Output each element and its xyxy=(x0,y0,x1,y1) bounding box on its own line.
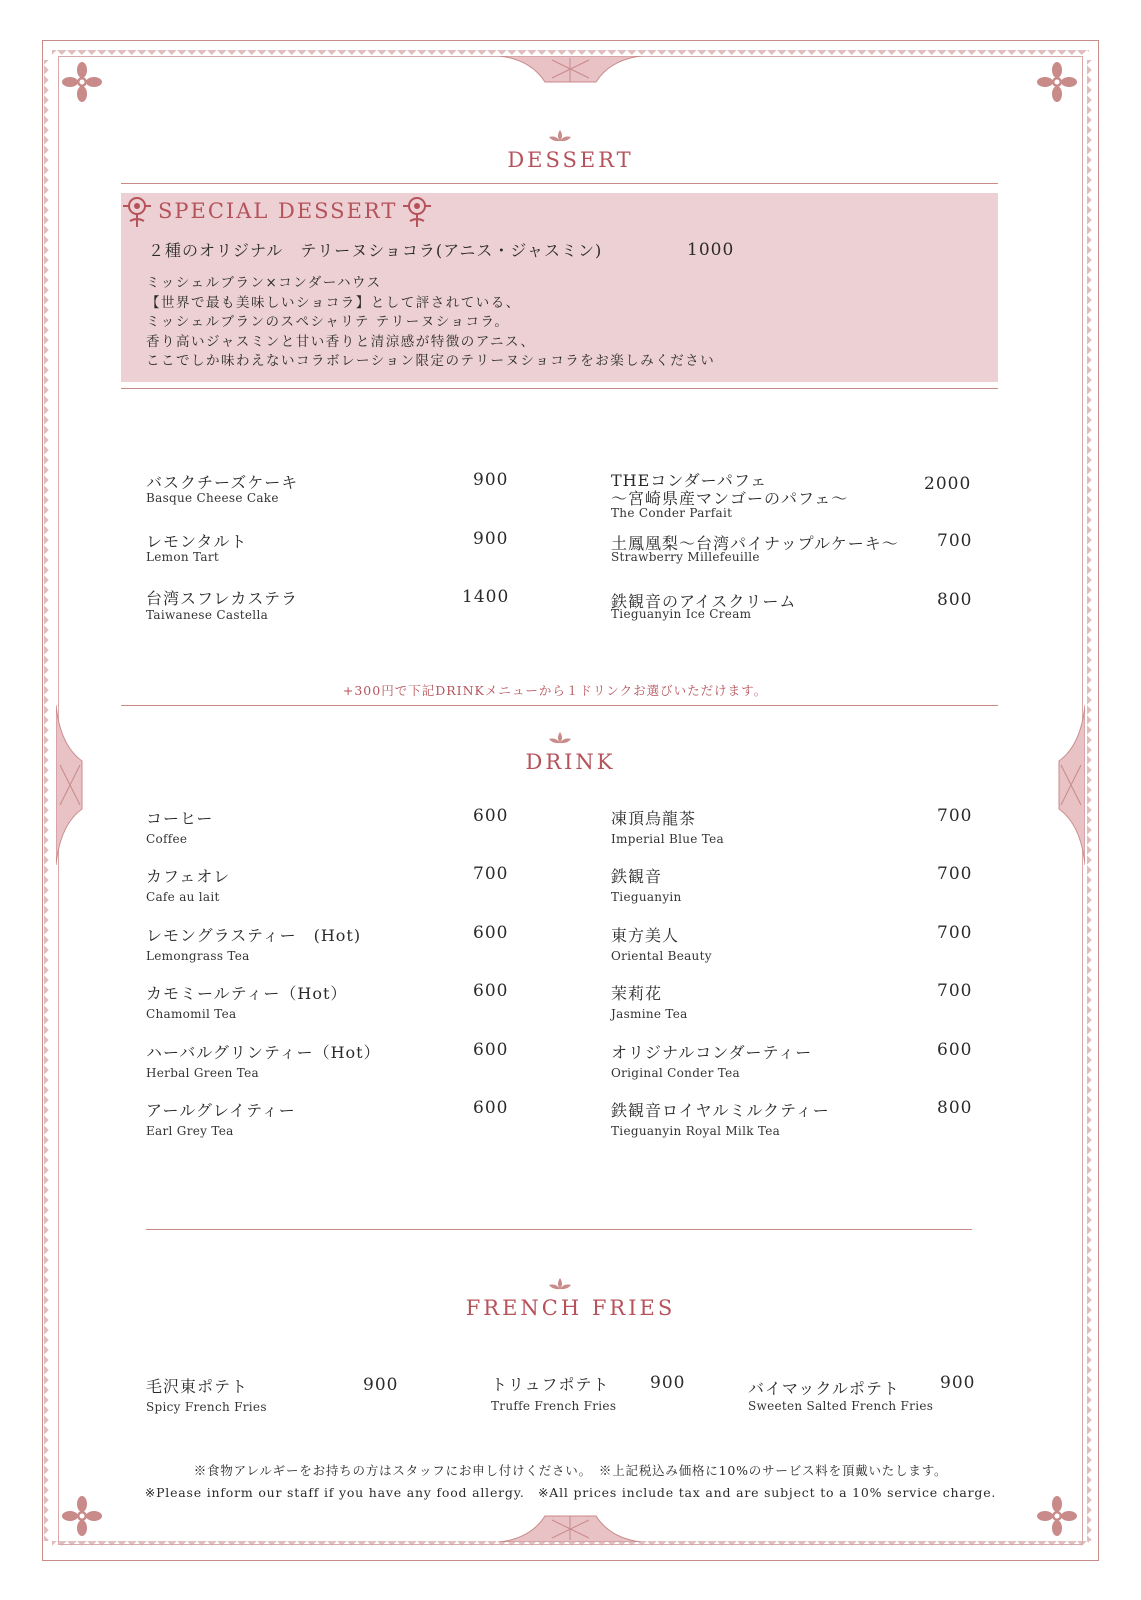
divider xyxy=(121,388,998,389)
footer-note-english: ※Please inform our staff if you have any food allergy. ※All prices include tax and are subject to a 10% service charge. xyxy=(144,1485,997,1500)
menu-item-english: The Conder Parfait xyxy=(611,506,733,520)
menu-item-english: Taiwanese Castella xyxy=(146,608,269,622)
lotus-ornament-icon xyxy=(546,731,574,745)
description-line: ミッシェルブランのスペシャリテ テリーヌショコラ。 xyxy=(146,314,510,330)
section-title-dessert: DESSERT xyxy=(507,148,634,172)
menu-item-price: 700 xyxy=(937,806,973,826)
menu-item-price: 2000 xyxy=(924,474,972,494)
description-line: 香り高いジャスミンと甘い香りと清涼感が特徴のアニス、 xyxy=(146,333,536,350)
menu-item-name: 鉄観音のアイスクリーム xyxy=(611,592,797,611)
menu-item-price: 900 xyxy=(650,1373,686,1393)
menu-item-english: Earl Grey Tea xyxy=(146,1124,234,1138)
menu-item-english: Imperial Blue Tea xyxy=(611,832,725,846)
menu-item-english: Truffe French Fries xyxy=(491,1399,617,1413)
menu-item-english: Tieguanyin Royal Milk Tea xyxy=(611,1124,781,1138)
menu-item-name: カフェオレ xyxy=(146,867,231,886)
menu-item-price: 900 xyxy=(940,1373,976,1393)
menu-item-price: 900 xyxy=(473,529,509,549)
divider xyxy=(121,183,998,184)
menu-item-english: Cafe au lait xyxy=(146,890,220,904)
menu-item-price: 700 xyxy=(937,864,973,884)
lotus-ornament-icon xyxy=(546,129,574,143)
menu-item-name: 毛沢東ポテト xyxy=(146,1377,249,1396)
menu-item-english: Oriental Beauty xyxy=(611,949,712,963)
menu-item-name: 鉄観音 xyxy=(611,867,663,886)
menu-item-price: 600 xyxy=(473,1040,509,1060)
menu-item-price: 600 xyxy=(937,1040,973,1060)
special-item-name: ２種のオリジナル テリーヌショコラ(アニス・ジャスミン) xyxy=(148,241,603,260)
menu-item-name: THEコンダーパフェ xyxy=(611,471,768,490)
menu-item-name: バスクチーズケーキ xyxy=(146,473,299,492)
section-title-french-fries: FRENCH FRIES xyxy=(465,1296,676,1320)
corner-flower-icon xyxy=(56,56,108,108)
menu-item-price: 700 xyxy=(937,981,973,1001)
menu-item-name: ハーバルグリンティー（Hot） xyxy=(146,1043,381,1062)
menu-item-english: Coffee xyxy=(146,832,188,846)
menu-item-price: 900 xyxy=(363,1375,399,1395)
menu-item-price: 700 xyxy=(473,864,509,884)
menu-item-price: 800 xyxy=(937,590,973,610)
menu-item-name: レモンタルト xyxy=(146,532,248,551)
menu-item-english: Tieguanyin Ice Cream xyxy=(611,607,752,621)
side-lattice-ornament-icon xyxy=(56,705,84,865)
menu-item-name: 東方美人 xyxy=(611,926,680,945)
lattice-ornament-icon xyxy=(500,56,641,84)
menu-item-name: 凍頂烏龍茶 xyxy=(611,809,697,828)
special-item-description xyxy=(146,274,715,372)
menu-item-english: Original Conder Tea xyxy=(611,1066,740,1080)
menu-item-price: 700 xyxy=(937,923,973,943)
special-item-price: 1000 xyxy=(687,240,735,260)
menu-item-english: Chamomil Tea xyxy=(146,1007,237,1021)
menu-item-price: 800 xyxy=(937,1098,973,1118)
divider xyxy=(121,705,998,706)
menu-item-english: Sweeten Salted French Fries xyxy=(748,1399,934,1413)
menu-item-name: 土鳳凰梨～台湾パイナップルケーキ～ xyxy=(611,534,899,553)
menu-item-name: 台湾スフレカステラ xyxy=(146,589,299,608)
corner-flower-icon xyxy=(1031,56,1083,108)
flower-ornament-icon xyxy=(120,193,154,229)
special-dessert-title: SPECIAL DESSERT xyxy=(158,199,398,223)
menu-item-english: Spicy French Fries xyxy=(146,1400,267,1414)
side-lattice-ornament-icon xyxy=(1057,705,1085,865)
flower-ornament-icon xyxy=(400,193,434,229)
menu-item-english: Tieguanyin xyxy=(611,890,682,904)
menu-item-name: 茉莉花 xyxy=(611,984,663,1003)
section-title-drink: DRINK xyxy=(525,750,616,774)
menu-item-english: Lemon Tart xyxy=(146,550,220,564)
menu-item-english: Strawberry Millefeuille xyxy=(611,550,760,564)
lotus-ornament-icon xyxy=(546,1277,574,1291)
menu-item-name: オリジナルコンダーティー xyxy=(611,1043,813,1062)
menu-item-name: コーヒー xyxy=(146,809,214,828)
menu-item-price: 600 xyxy=(473,806,509,826)
menu-item-name: バイマックルポテト xyxy=(748,1379,900,1398)
description-line: ミッシェルブラン×コンダーハウス xyxy=(146,275,382,291)
menu-item-price: 600 xyxy=(473,981,509,1001)
menu-item-english: Herbal Green Tea xyxy=(146,1066,259,1080)
menu-item-english: Jasmine Tea xyxy=(611,1007,688,1021)
menu-item-price: 700 xyxy=(937,531,973,551)
menu-item-price: 600 xyxy=(473,923,509,943)
description-line: 【世界で最も美味しいショコラ】として評されている、 xyxy=(146,294,521,311)
menu-item-price: 1400 xyxy=(462,587,510,607)
footer-note-japanese: ※食物アレルギーをお持ちの方はスタッフにお申し付けください。 ※上記税込み価格に10%のサービス料を頂戴いたします。 xyxy=(193,1463,948,1478)
description-line: ここでしか味わえないコラボレーション限定のテリーヌショコラをお楽しみください xyxy=(146,353,716,369)
menu-item-english: Lemongrass Tea xyxy=(146,949,250,963)
menu-item-name: アールグレイティー xyxy=(146,1101,296,1120)
drink-offer-note: +300円で下記DRINKメニューから１ドリンクお選びいただけます。 xyxy=(342,683,768,698)
menu-item-name: レモングラスティー (Hot) xyxy=(146,926,362,945)
divider xyxy=(146,1229,972,1230)
menu-item-name: 鉄観音ロイヤルミルクティー xyxy=(611,1101,830,1120)
menu-item-english: Basque Cheese Cake xyxy=(146,491,279,505)
lattice-ornament-icon xyxy=(500,1514,641,1542)
menu-item-name: カモミールティー（Hot） xyxy=(146,984,348,1003)
menu-item-price: 900 xyxy=(473,470,509,490)
menu-item-name: トリュフポテト xyxy=(491,1375,610,1394)
menu-item-subtitle: ～宮崎県産マンゴーのパフェ～ xyxy=(611,489,849,508)
menu-item-price: 600 xyxy=(473,1098,509,1118)
